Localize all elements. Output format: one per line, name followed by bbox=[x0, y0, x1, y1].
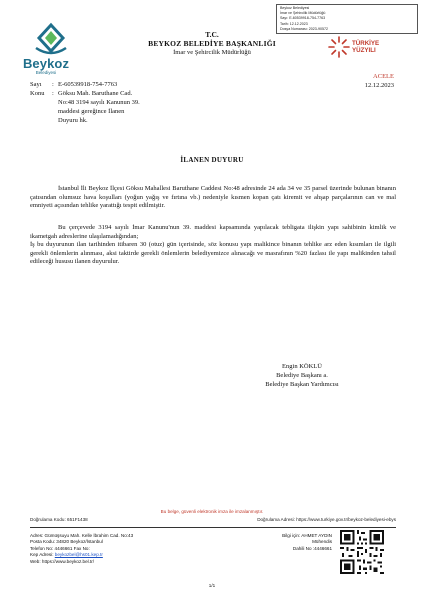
signer-role-1: Belediye Başkanı a. bbox=[276, 372, 328, 379]
signature-block bbox=[242, 362, 362, 389]
web-label: Web: bbox=[30, 558, 41, 564]
turkiye-logo-line1: TÜRKİYE bbox=[352, 40, 380, 47]
contact-title: Mühendis bbox=[312, 539, 332, 545]
konu-label: Konu bbox=[30, 90, 45, 97]
footer-contact-person bbox=[236, 533, 332, 552]
document-date: 12.12.2023 bbox=[364, 82, 394, 89]
contact-extension: Dahili No :4446661 bbox=[292, 545, 332, 551]
konu-line: No:48 3194 sayılı Kanunun 39. bbox=[58, 99, 140, 106]
body-paragraph-2: Bu çerçevede 3194 sayılı İmar Kanunu'nun 39. maddesi kapsamında yapılacak tebligata ilişkin yapı sahibinin kimlik ve ikametgah adreslerine ulaşılamadığından; bbox=[30, 224, 396, 240]
contact-person: Bilgi için: AHMET AYDIN bbox=[282, 533, 332, 538]
body-paragraph-3: İş bu duyurunun ilan tarihinden itibaren 30 (otuz) gün içerisinde, söz konusu yapı malikince binanın tehlike arz eden kısımları ile ilgili gerekli önlemlerin alınması, aksi taktirde gerekli önlemlerin belediyemizce alınacağı ve masrafının %20 fazlası ile yapı malikinden tahsil edileceği hususu ilanen duyurulur. bbox=[30, 241, 396, 266]
sayi-colon: : bbox=[52, 81, 54, 88]
urgency-label: ACELE bbox=[373, 73, 394, 80]
kep-link[interactable]: beykozbel@hs01.kep.tr bbox=[54, 552, 103, 558]
konu-line: maddesi gereğince İlanen bbox=[58, 108, 125, 115]
footer-phone: Telefon No: 4446661 Fax No: bbox=[30, 545, 90, 551]
page-number: 1/1 bbox=[208, 583, 216, 588]
verification-code: Doğrulama Kodu: 651F1438 bbox=[30, 517, 88, 522]
logo-wordmark: Beykoz bbox=[22, 56, 70, 71]
signer-name: Engin KÖKLÜ bbox=[282, 363, 322, 370]
stamp-line: Beykoz Belediyesi bbox=[280, 6, 310, 10]
stamp-line: Sayı: E-60539918-754-7763 bbox=[280, 16, 326, 21]
kep-label: Kep Adresi: bbox=[30, 552, 54, 558]
body-paragraph-1: İstanbul İli Beykoz İlçesi Göksu Mahallesi Baruthane Caddesi No:48 adresinde 24 ada 34 ve 35 parsel üzerinde bulunan binanın çatısından olumsuz hava koşulları (yoğun yağış ve fırtına vb.) nedeniyle kısmen kopan çatı kiremit ve ahşap parçalarının can ve mal emniyeti açısından tehlike yarattığı tespit edilmiştir. bbox=[30, 185, 396, 210]
logo-subtitle: Belediyesi bbox=[35, 70, 57, 75]
signer-role-2: Belediye Başkan Yardımcısı bbox=[265, 381, 339, 388]
e-signature-notice: Bu belge, güvenli elektronik imza ile imzalanmıştır. bbox=[160, 509, 264, 514]
footer-divider bbox=[30, 527, 396, 528]
sunburst-icon bbox=[328, 36, 350, 58]
stamp-line: Dosya Numarası: 2023-90572 bbox=[280, 26, 328, 31]
konu-line: Duyuru hk. bbox=[58, 117, 88, 124]
konu-value bbox=[58, 89, 218, 125]
sayi-label: Sayı bbox=[30, 81, 42, 88]
turkiye-yuzyili-logo bbox=[328, 36, 398, 62]
header-organization: BEYKOZ BELEDİYE BAŞKANLIĞI bbox=[148, 39, 276, 48]
konu-colon: : bbox=[52, 90, 54, 97]
footer-contact bbox=[30, 533, 220, 565]
footer-postal: Posta Kodu: 34820 Beykoz/İstanbul bbox=[30, 539, 103, 545]
sayi-value: E-60539918-754-7763 bbox=[58, 81, 118, 88]
verification-address[interactable]: Doğrulama Adresi: https://www.turkiye.gov.tr/beykoz-belediyesi-ebys bbox=[257, 517, 396, 522]
document-title: İLANEN DUYURU bbox=[180, 156, 244, 164]
header-tc: T.C. bbox=[205, 30, 219, 39]
stamp-line: Tarih: 12.12.2023 bbox=[280, 21, 308, 26]
turkiye-logo-line2: YÜZYILI bbox=[352, 47, 376, 54]
header-department: İmar ve Şehircilik Müdürlüğü bbox=[173, 49, 251, 56]
footer-web bbox=[30, 559, 220, 565]
konu-line: Göksu Mah. Baruthane Cad. bbox=[58, 90, 133, 97]
web-link[interactable]: https://www.beykoz.bel.tr/ bbox=[41, 558, 95, 564]
footer-address: Adres: Gümüşsuyu Mah. Kelle İbrahim Cad. No:43 bbox=[30, 533, 134, 538]
qr-code-icon bbox=[340, 530, 384, 574]
stamp-line: İmar ve Şehircilik Müdürlüğü bbox=[280, 11, 326, 16]
